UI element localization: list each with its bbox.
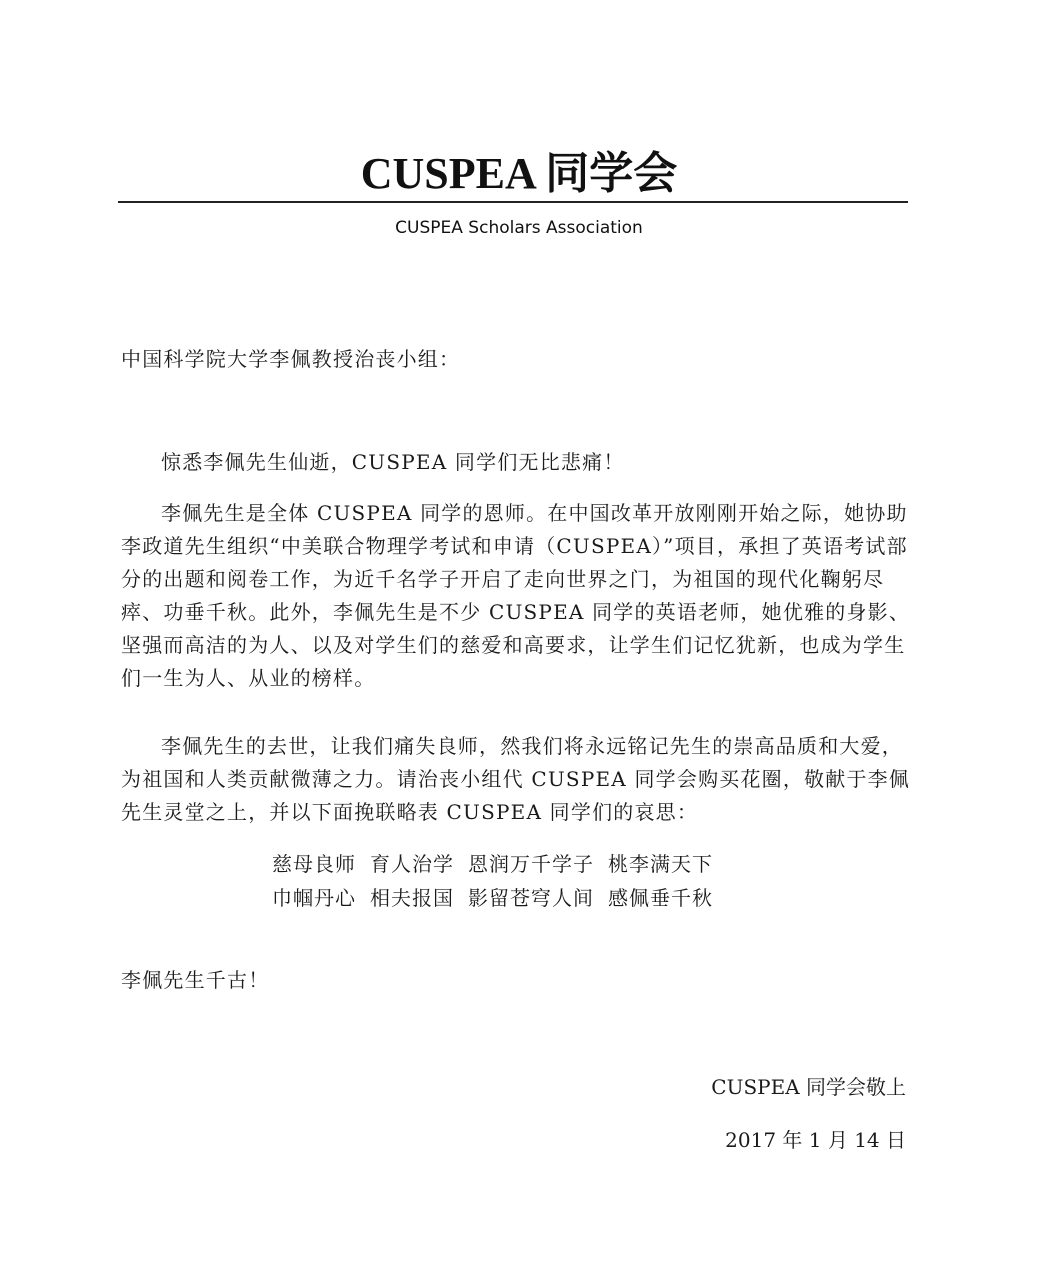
couplet-line-1 [272,847,792,881]
couplet-phrase: 巾帼丹心 [272,886,356,910]
letterhead-divider [118,201,908,203]
couplet-line-2 [272,881,792,915]
couplet-phrase: 影留苍穹人间 [468,886,594,910]
letterhead-title: CUSPEA 同学会 [360,149,678,198]
couplet-phrase: 桃李满天下 [608,852,713,876]
couplet-phrase: 恩润万千学子 [468,852,594,876]
paragraph-tribute: 李佩先生是全体 CUSPEA 同学的恩师。在中国改革开放刚刚开始之际，她协助李政道先生组织“中美联合物理学考试和申请（CUSPEA）”项目，承担了英语考试部分的出题和阅卷工作，为近千名学子开启了走向世界之门，为祖国的现代化鞠躬尽瘁、功垂千秋。此外，李佩先生是不少 CUSPEA 同学的英语老师，她优雅的身影、坚强而高洁的为人、以及对学生们的慈爱和高要求，让学生们记忆犹新，也成为学生们一生为人、从业的榜样。 [121,501,911,690]
signature: CUSPEA 同学会敬上 [711,1075,906,1099]
paragraph-request: 李佩先生的去世，让我们痛失良师，然我们将永远铭记先生的崇高品质和大爱，为祖国和人类贡献微薄之力。请治丧小组代 CUSPEA 同学会购买花圈，敬献于李佩先生灵堂之上，并以下面挽联略表 CUSPEA 同学们的哀思： [121,734,911,824]
closing-line: 李佩先生千古！ [121,968,270,992]
letter-date: 2017 年 1 月 14 日 [725,1128,906,1152]
couplet-phrase: 相夫报国 [370,886,454,910]
paragraph-condolence: 惊悉李佩先生仙逝，CUSPEA 同学们无比悲痛！ [161,450,625,474]
elegiac-couplet [272,847,792,915]
couplet-phrase: 感佩垂千秋 [608,886,713,910]
letterhead-subtitle: CUSPEA Scholars Association [395,218,643,238]
salutation: 中国科学院大学李佩教授治丧小组： [121,347,461,371]
couplet-phrase: 育人治学 [370,852,454,876]
couplet-phrase: 慈母良师 [272,852,356,876]
